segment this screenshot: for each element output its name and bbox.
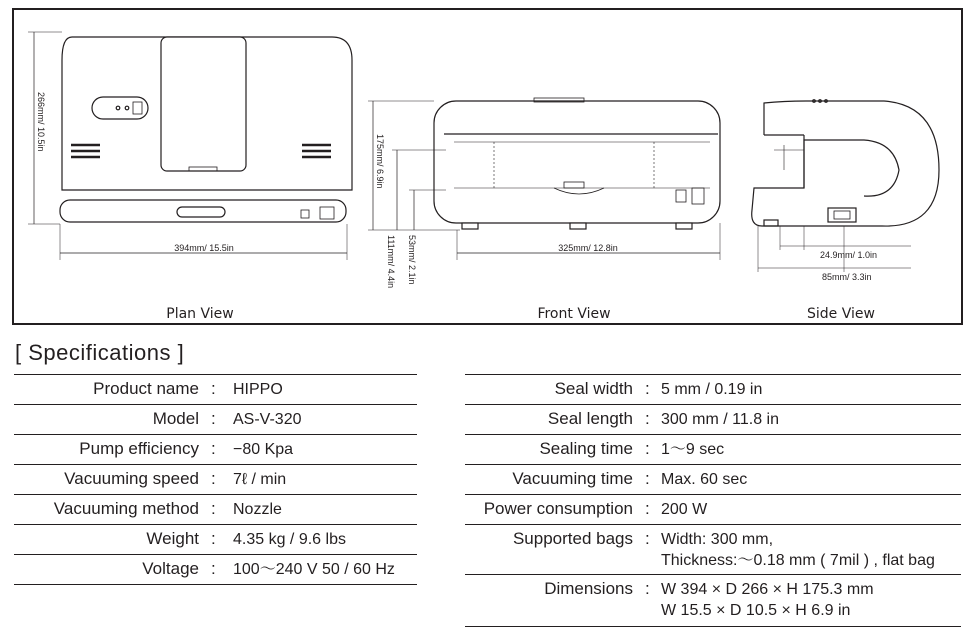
plan-height-dim: 266mm/ 10.5in	[36, 92, 46, 152]
spec-row	[465, 405, 961, 435]
spec-value-line2: W 15.5 × D 10.5 × H 6.9 in	[661, 602, 851, 619]
spec-colon: :	[211, 559, 216, 578]
spec-row	[14, 375, 417, 405]
spec-value: 200 W	[661, 501, 708, 518]
spec-row	[14, 555, 417, 585]
spec-value: −80 Kpa	[233, 441, 294, 458]
spec-label: Seal width	[554, 379, 633, 398]
spec-value: 5 mm / 0.19 in	[661, 381, 763, 398]
spec-value-line2: Thickness:〜0.18 mm ( 7mil ) , flat bag	[661, 552, 935, 569]
spec-label: Dimensions	[544, 579, 633, 598]
front-view-label: Front View	[537, 306, 611, 322]
spec-value: HIPPO	[233, 381, 283, 398]
front-height-lower-dim: 111mm/ 4.4in	[386, 235, 396, 289]
front-view-drawing	[368, 98, 720, 260]
plan-view-label: Plan View	[166, 306, 234, 322]
spec-row	[14, 465, 417, 495]
side-depth-large-dim: 85mm/ 3.3in	[822, 272, 872, 282]
technical-drawing	[14, 10, 965, 327]
spec-label: Vacuuming method	[53, 499, 199, 518]
spec-label: Model	[152, 409, 199, 428]
spec-colon: :	[211, 379, 216, 398]
spec-label: Sealing time	[539, 439, 633, 458]
spec-row	[14, 435, 417, 465]
spec-colon: :	[211, 469, 216, 488]
spec-colon: :	[645, 469, 650, 488]
side-view-drawing	[752, 100, 939, 272]
spec-value: W 394 × D 266 × H 175.3 mm	[661, 581, 874, 598]
spec-row	[465, 495, 961, 525]
spec-colon: :	[211, 439, 216, 458]
spec-label: Product name	[93, 379, 199, 398]
spec-row	[465, 375, 961, 405]
side-depth-small-dim: 24.9mm/ 1.0in	[820, 250, 878, 260]
front-height-total-dim: 175mm/ 6.9in	[375, 134, 385, 189]
spec-colon: :	[645, 409, 650, 428]
spec-label: Supported bags	[512, 529, 633, 548]
spec-row	[14, 525, 417, 555]
spec-colon: :	[645, 529, 650, 548]
spec-value: 4.35 kg / 9.6 lbs	[233, 531, 346, 548]
specs-table-left	[14, 374, 417, 585]
spec-colon: :	[645, 579, 650, 598]
spec-label: Vacuuming speed	[64, 469, 199, 488]
spec-value: AS-V-320	[233, 411, 302, 428]
spec-row	[14, 405, 417, 435]
spec-value: 1〜9 sec	[661, 441, 725, 458]
plan-view-drawing	[28, 32, 352, 260]
front-width-dim: 325mm/ 12.8in	[558, 243, 618, 253]
spec-row	[465, 435, 961, 465]
spec-value: 100〜240 V 50 / 60 Hz	[233, 561, 395, 578]
spec-row	[14, 495, 417, 525]
spec-label: Pump efficiency	[79, 439, 199, 458]
spec-value: Max. 60 sec	[661, 471, 748, 488]
spec-row	[465, 575, 961, 627]
spec-value: Nozzle	[233, 501, 282, 518]
specifications-heading: [ Specifications ]	[15, 340, 185, 365]
spec-colon: :	[645, 499, 650, 518]
plan-width-dim: 394mm/ 15.5in	[174, 243, 234, 253]
specs-table-right	[465, 374, 961, 627]
spec-value: Width: 300 mm,	[661, 531, 774, 548]
spec-label: Weight	[146, 529, 199, 548]
spec-value: 7ℓ / min	[233, 471, 287, 488]
spec-label: Power consumption	[483, 499, 633, 518]
spec-row	[465, 525, 961, 575]
spec-value: 300 mm / 11.8 in	[661, 411, 779, 428]
spec-colon: :	[211, 529, 216, 548]
spec-colon: :	[211, 499, 216, 518]
spec-colon: :	[645, 439, 650, 458]
spec-colon: :	[645, 379, 650, 398]
technical-drawing-panel	[12, 8, 963, 325]
spec-label: Seal length	[547, 409, 633, 428]
spec-row	[465, 465, 961, 495]
spec-colon: :	[211, 409, 216, 428]
spec-label: Vacuuming time	[512, 469, 633, 488]
side-view-label: Side View	[807, 306, 875, 322]
spec-label: Voltage	[142, 559, 199, 578]
front-height-base-dim: 53mm/ 2.1in	[407, 235, 417, 285]
